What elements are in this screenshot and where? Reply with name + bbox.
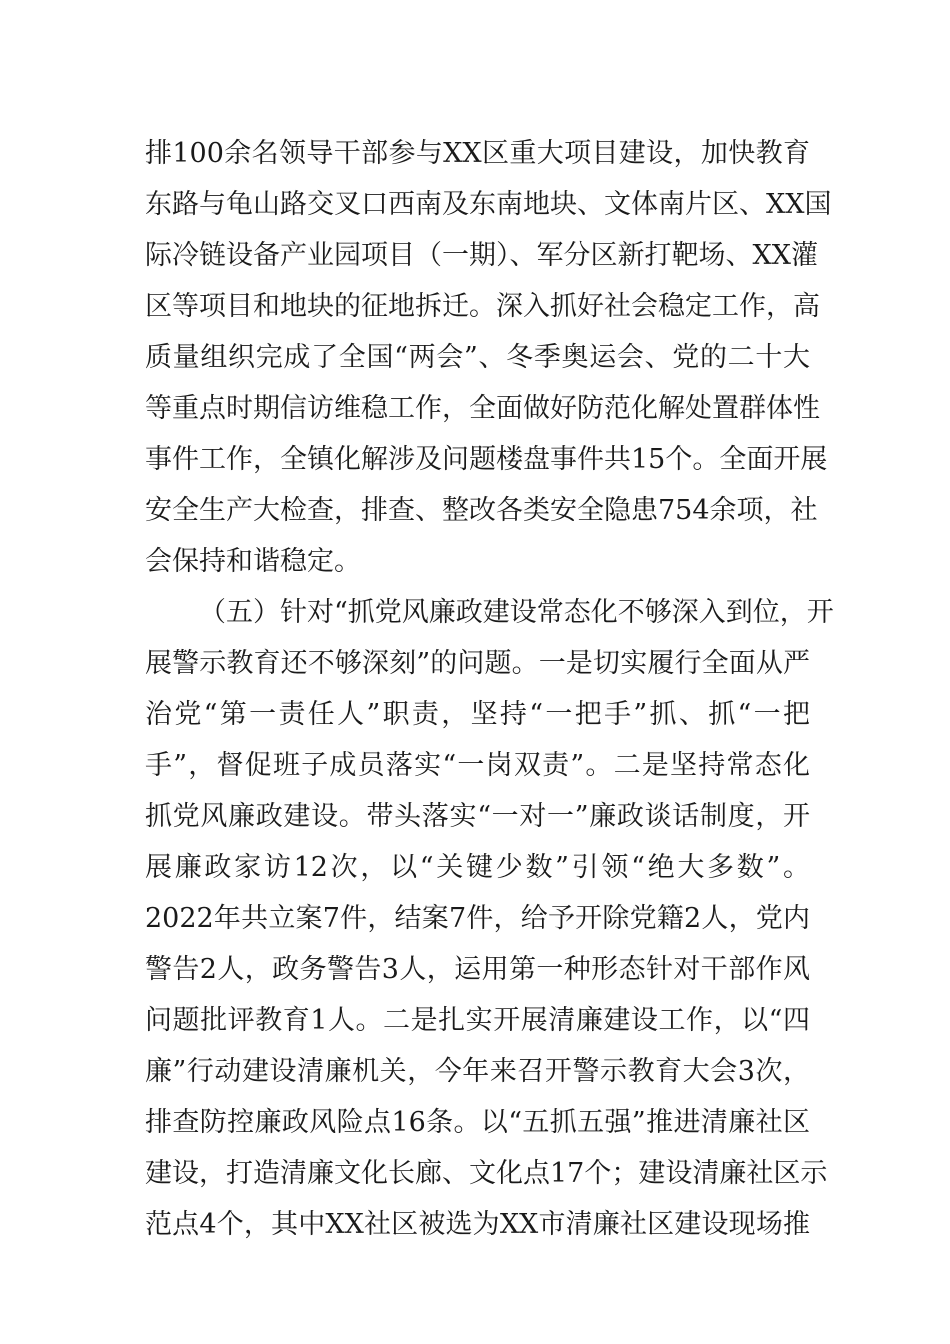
text-line: 问题批评教育1人。二是扎实开展清廉建设工作，以“四	[145, 1005, 810, 1036]
text-line: 警告2人，政务警告3人，运用第一种形态针对干部作风	[145, 954, 810, 985]
text-line: 手”，督促班子成员落实“一岗双责”。二是坚持常态化	[145, 750, 810, 781]
section-heading-line: （五）针对“抓党风廉政建设常态化不够深入到位，开	[199, 597, 834, 628]
text-line: 等重点时期信访维稳工作，全面做好防范化解处置群体性	[145, 393, 820, 424]
text-line: 会保持和谐稳定。	[145, 546, 361, 577]
text-line: 质量组织完成了全国“两会”、冬季奥运会、党的二十大	[145, 342, 810, 373]
text-line: 治党“第一责任人”职责，坚持“一把手”抓、抓“一把	[145, 699, 810, 730]
text-line: 区等项目和地块的征地拆迁。深入抓好社会稳定工作，高	[145, 291, 820, 322]
text-line: 展警示教育还不够深刻”的问题。一是切实履行全面从严	[145, 648, 810, 679]
text-line: 展廉政家访12次，以“关键少数”引领“绝大多数”。	[145, 852, 810, 883]
text-line: 范点4个，其中XX社区被选为XX市清廉社区建设现场推	[145, 1209, 810, 1240]
text-line: 建设，打造清廉文化长廊、文化点17个；建设清廉社区示	[145, 1158, 828, 1189]
text-line: 抓党风廉政建设。带头落实“一对一”廉政谈话制度，开	[145, 801, 810, 832]
body-text	[145, 128, 834, 1250]
text-line: 廉”行动建设清廉机关，今年来召开警示教育大会3次，	[145, 1056, 810, 1087]
text-line: 2022年共立案7件，结案7件，给予开除党籍2人，党内	[145, 903, 810, 934]
text-line: 排100余名领导干部参与XX区重大项目建设，加快教育	[145, 138, 810, 169]
text-line: 东路与龟山路交叉口西南及东南地块、文体南片区、XX国	[145, 189, 832, 220]
text-line: 排查防控廉政风险点16条。以“五抓五强”推进清廉社区	[145, 1107, 810, 1138]
text-line: 事件工作，全镇化解涉及问题楼盘事件共15个。全面开展	[145, 444, 828, 475]
text-line: 安全生产大检查，排查、整改各类安全隐患754余项，社	[145, 495, 818, 526]
text-line: 际冷链设备产业园项目（一期）、军分区新打靶场、XX灌	[145, 240, 818, 271]
